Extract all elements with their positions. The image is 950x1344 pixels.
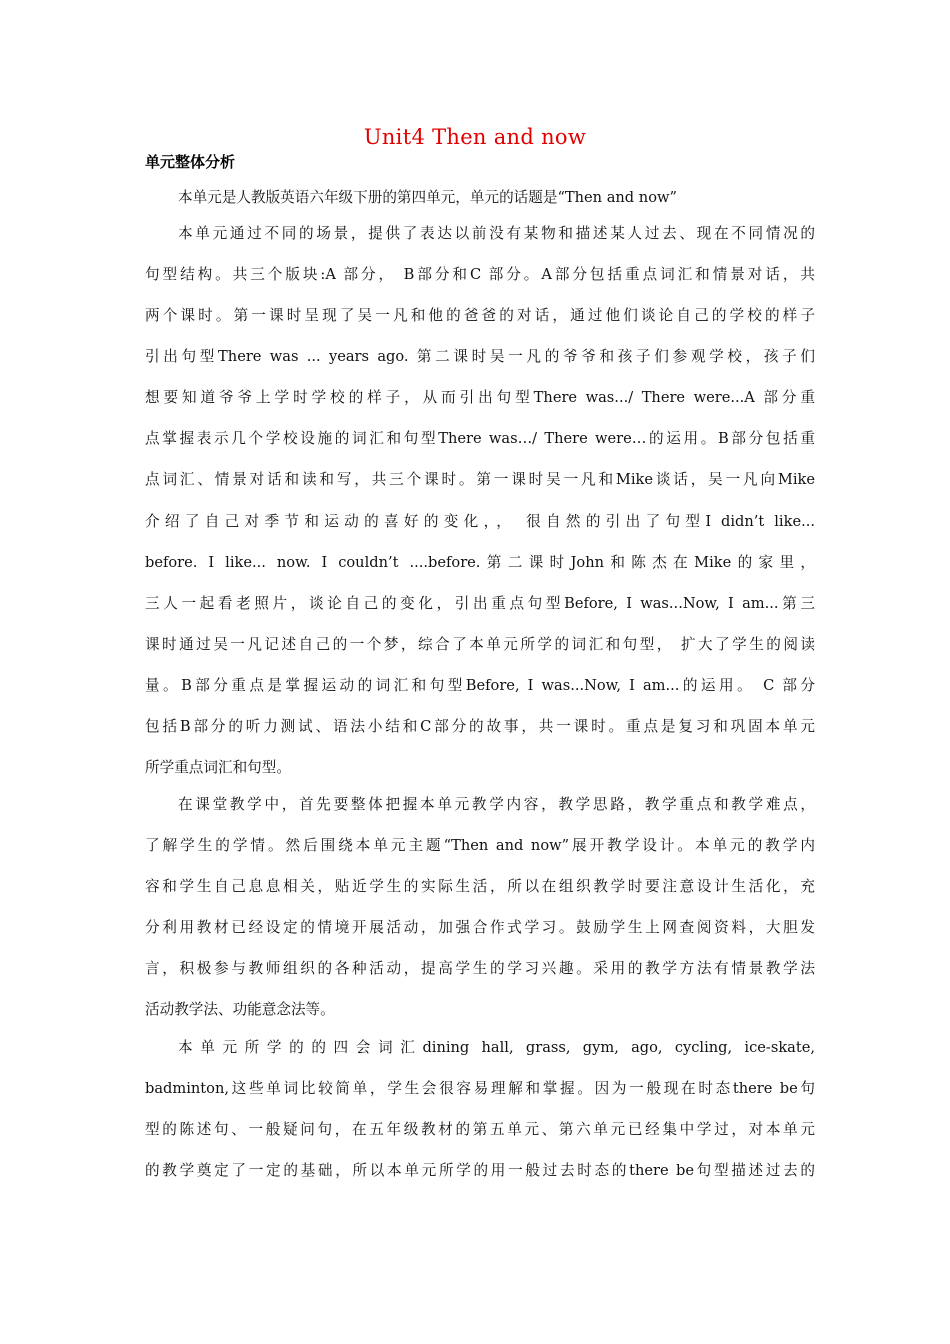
- text-line: 引出句型There was ... years ago. 第二课时吴一凡的爷爷和孩子们参观学校，孩子们: [145, 348, 815, 365]
- section-heading: 单元整体分析: [145, 153, 236, 171]
- text-line: before. I like... now. I couldn’t ....before.第二课时John和陈杰在Mike的家里，: [145, 554, 815, 571]
- text-line: 型的陈述句、一般疑问句，在五年级教材的第五单元、第六单元已经集中学过，对本单元: [145, 1121, 815, 1138]
- text-line: 句型结构。共三个版块:A 部分， B部分和C 部分。A部分包括重点词汇和情景对话，共: [145, 266, 815, 283]
- text-line: 量。B部分重点是掌握运动的词汇和句型Before, I was...Now, I am...的运用。 C 部分: [145, 677, 815, 694]
- text-line: 本单元通过不同的场景，提供了表达以前没有某物和描述某人过去、现在不同情况的: [178, 225, 815, 242]
- text-line: 包括B部分的听力测试、语法小结和C部分的故事，共一课时。重点是复习和巩固本单元: [145, 718, 815, 735]
- text-line: 在课堂教学中，首先要整体把握本单元教学内容，教学思路，教学重点和教学难点，: [178, 796, 815, 813]
- document-title: Unit4 Then and now: [363, 125, 587, 149]
- text-line: 活动教学法、功能意念法等。: [145, 1001, 335, 1018]
- text-line: 的教学奠定了一定的基础，所以本单元所学的用一般过去时态的there be句型描述过去的: [145, 1162, 815, 1179]
- text-line: 想要知道爷爷上学时学校的样子，从而引出句型There was.../ There were...A 部分重: [145, 389, 815, 406]
- text-line: 容和学生自己息息相关，贴近学生的实际生活，所以在组织教学时要注意设计生活化，充: [145, 878, 815, 895]
- text-line: 本单元是人教版英语六年级下册的第四单元，单元的话题是“Then and now”: [178, 189, 677, 206]
- text-line: 言，积极参与教师组织的各种活动，提高学生的学习兴趣。采用的教学方法有情景教学法: [145, 960, 815, 977]
- text-line: 介绍了自己对季节和运动的喜好的变化，， 很自然的引出了句型I didn’t like...: [145, 513, 815, 530]
- text-line: 三人一起看老照片，谈论自己的变化，引出重点句型Before, I was...Now, I am...第三: [145, 595, 815, 612]
- text-line: 点掌握表示几个学校设施的词汇和句型There was…/ There were…的运用。B部分包括重: [145, 430, 815, 447]
- text-line: badminton,这些单词比较简单，学生会很容易理解和掌握。因为一般现在时态there be句: [145, 1080, 815, 1097]
- text-line: 分利用教材已经设定的情境开展活动，加强合作式学习。鼓励学生上网查阅资料，大胆发: [145, 919, 815, 936]
- text-line: 两个课时。第一课时呈现了吴一凡和他的爸爸的对话，通过他们谈论自己的学校的样子: [145, 307, 815, 324]
- text-line: 了解学生的学情。然后围绕本单元主题“Then and now”展开教学设计。本单元的教学内: [145, 837, 815, 854]
- text-line: 本单元所学的的四会词汇dining hall, grass, gym, ago, cycling, ice-skate,: [178, 1039, 815, 1056]
- text-line: 点词汇、情景对话和读和写，共三个课时。第一课时吴一凡和Mike谈话，吴一凡向Mike: [145, 471, 815, 488]
- text-line: 课时通过吴一凡记述自己的一个梦，综合了本单元所学的词汇和句型， 扩大了学生的阅读: [145, 636, 815, 653]
- text-line: 所学重点词汇和句型。: [145, 759, 291, 776]
